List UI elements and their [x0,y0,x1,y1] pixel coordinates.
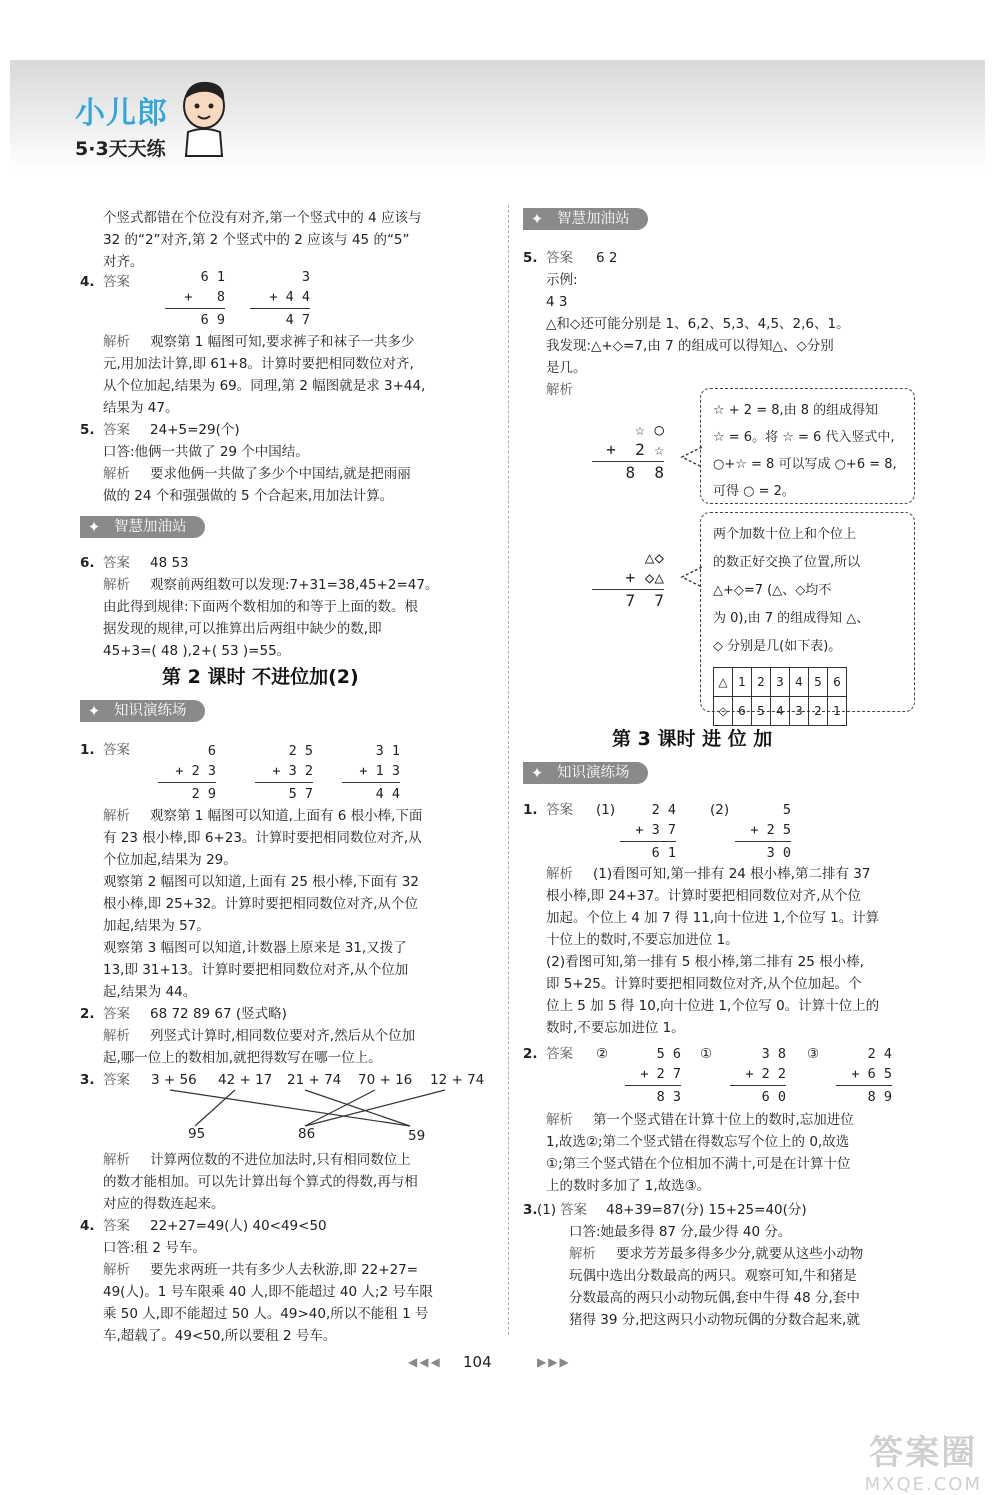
table-cell: 1 [828,697,847,726]
explanation-line: 49(人)。1 号车限乘 40 人,即不能超过 40 人;2 号车限 [103,1284,433,1300]
calc-mid: + 2 5 [750,822,791,838]
explanation-line: 观察第 1 幅图可以知道,上面有 6 根小棒,下面 [150,808,423,824]
hint-line: 的数正好交换了位置,所以 [713,555,861,570]
calc-result: 8 9 [867,1089,892,1105]
calc-result: 8 3 [656,1089,681,1105]
section-banner-knowledge [80,700,205,722]
explanation-line: 对应的得数连起来。 [103,1196,225,1212]
brand-logo [75,88,168,161]
column-divider [508,205,509,1335]
reply-text: 口答:租 2 号车。 [103,1240,206,1256]
explanation-line: 有 23 根小棒,即 6+23。计算时要把相同数位对齐,从 [103,830,422,846]
hint-line: ☆ + 2 = 8,由 8 的组成得知 [713,403,879,418]
hint-line: 为 0),由 7 的组成得知 △、 [713,611,870,626]
example-label: 示例: [546,272,578,288]
section-banner-text: 智慧加油站 [557,211,630,227]
explanation-line: 是几。 [546,360,587,376]
table-cell: 5 [809,668,828,697]
section-banner-wisdom [80,516,205,538]
explanation-line: 个位加起,结果为 29。 [103,852,237,868]
vertical-calc [625,1044,681,1107]
watermark-logo [865,1425,982,1495]
intro-line: 对齐。 [103,254,144,270]
sparkle-icon: ✦ [87,518,101,536]
table-cell: ◇ [714,697,733,726]
table-cell: 3 [771,668,790,697]
question-number: 2. [523,1046,538,1062]
table-cell: 2 [752,668,771,697]
calc-top: 3 8 [761,1046,786,1062]
table-cell: 1 [733,668,752,697]
answer-label: 答案 [560,1202,587,1218]
explanation-label: 解析 [103,1152,130,1168]
sparkle-icon: ✦ [87,702,101,720]
calc-result: 7 7 [625,591,664,610]
calc-result: 8 8 [625,463,664,482]
explanation-line: 起,哪一位上的数相加,就把得数写在哪一位上。 [103,1050,382,1066]
explanation-line: 要先求两班一共有多少人去秋游,即 22+27= [150,1262,419,1278]
answer-text: 68 72 89 67 (竖式略) [150,1006,287,1022]
question-number: 4. [80,274,95,290]
explanation-line: 我发现:△+◇=7,由 7 的组成可以得知△、◇分别 [546,338,834,354]
table-row [714,668,847,697]
table-cell: 4 [790,668,809,697]
answer-label: 答案 [103,742,130,758]
section-banner-text: 知识演练场 [557,765,630,781]
calc-result: 4 7 [285,312,310,328]
vertical-calc [165,267,225,330]
answer-label: 答案 [103,1072,130,1088]
hint-box [700,388,915,504]
calc-top: 2 4 [867,1046,892,1062]
vertical-calc [342,741,400,804]
vertical-calc [620,800,676,863]
prev-page-arrows[interactable]: ◀◀◀ [408,1355,442,1369]
matching-result: 59 [408,1128,426,1144]
watermark-text: 答案圈 [869,1433,978,1473]
section-banner-text: 智慧加油站 [114,519,187,535]
hint-box [700,512,915,718]
table-row [714,697,847,726]
sub-question-tag: (1) [596,802,616,818]
calc-result: 6 0 [761,1089,786,1105]
section-banner-text: 知识演练场 [114,703,187,719]
calc-top: 5 6 [656,1046,681,1062]
sparkle-icon: ✦ [530,764,544,782]
next-page-arrows[interactable]: ▶▶▶ [537,1355,571,1369]
hint-line: ○+☆ = 8 可以写成 ○+6 = 8, [713,457,897,472]
question-number: 5. [80,422,95,438]
explanation-line: 从个位加起,结果为 69。同理,第 2 幅图就是求 3+44, [103,378,426,394]
choice-tag: ② [596,1046,609,1062]
explanation-line: 位上 5 加 5 得 10,向十位进 1,个位写 0。计算十位上的 [546,998,880,1014]
table-cell: 6 [828,668,847,697]
hint-line: △+◇=7 (△、◇均不 [713,583,832,598]
sub-question-tag: (1) [537,1202,557,1218]
explanation-line: ①;第三个竖式错在个位相加不满十,可是在计算十位 [546,1156,851,1172]
question-number: 2. [80,1006,95,1022]
explanation-line: 元,用加法计算,即 61+8。计算时要把相同数位对齐, [103,356,414,372]
series-name: 5·3天天练 [75,138,166,160]
explanation-line: 起,结果为 44。 [103,984,197,1000]
intro-line: 个竖式都错在个位没有对齐,第一个竖式中的 4 应该与 [103,210,422,226]
vertical-calc [158,741,216,804]
explanation-label: 解析 [569,1246,596,1262]
calc-top: 2 5 [288,743,313,759]
explanation-line: 做的 24 个和强强做的 5 个合起来,用加法计算。 [103,488,394,504]
explanation-line: 猪得 39 分,把这两只小动物玩偶的分数合起来,就 [569,1312,860,1328]
explanation-line: 乘 50 人,即不能超过 50 人。49>40,所以不能租 1 号 [103,1306,429,1322]
explanation-line: (2)看图可知,第一排有 5 根小棒,第二排有 25 根小棒, [546,954,864,970]
question-number: 3. [80,1072,95,1088]
answer-label: 答案 [103,555,130,571]
vertical-calc [255,741,313,804]
watermark-url: MXQE.COM [864,1474,982,1495]
explanation-label: 解析 [103,1028,130,1044]
answer-text: 48+39=87(分) 15+25=40(分) [606,1202,807,1218]
explanation-line: 据发现的规律,可以推算出后两组中缺少的数,即 [103,621,382,637]
explanation-line: 要求他俩一共做了多少个中国结,就是把雨丽 [150,466,411,482]
explanation-line: 观察第 2 幅图可以知道,上面有 25 根小棒,下面有 32 [103,874,419,890]
calc-mid: + ◇△ [625,568,664,587]
question-number: 1. [80,742,95,758]
explanation-label: 解析 [546,1112,573,1128]
explanation-line: 上的数时多加了 1,故选③。 [546,1178,711,1194]
lesson-title: 第 3 课时 进 位 加 [612,728,773,750]
calc-result: 4 4 [375,786,400,802]
explanation-line: 的数才能相加。可以先计算出每个算式的得数,再与相 [103,1174,418,1190]
explanation-line: 结果为 47。 [103,400,179,416]
explanation-line: △和◇还可能分别是 1、6,2、5,3、4,5、2,6、1。 [546,316,850,332]
intro-line: 32 的“2”对齐,第 2 个竖式中的 2 应该与 45 的“5” [103,232,410,248]
explanation-line: 车,超载了。49<50,所以要租 2 号车。 [103,1328,337,1344]
calc-mid: + 3 7 [635,822,676,838]
question-number: 5. [523,250,538,266]
explanation-line: 计算两位数的不进位加法时,只有相同数位上 [150,1152,411,1168]
explanation-line: 根小棒,即 25+32。计算时要把相同数位对齐,从个位 [103,896,419,912]
explanation-line: 45+3=( 48 ),2+( 53 )=55。 [103,643,291,659]
explanation-line: 观察第 3 幅图可以知道,计数器上原来是 31,又拨了 [103,940,407,956]
choice-tag: ① [700,1046,713,1062]
example-value: 4 3 [546,294,568,310]
explanation-line: 13,即 31+13。计算时要把相同数位对齐,从个位加 [103,962,409,978]
hint-line: ☆ = 6。将 ☆ = 6 代入竖式中, [713,430,895,445]
explanation-line: (1)看图可知,第一排有 24 根小棒,第二排有 37 [593,866,871,882]
calc-mid: + 6 5 [851,1066,892,1082]
calc-result: 5 7 [288,786,313,802]
explanation-line: 加起。个位上 4 加 7 得 11,向十位进 1,个位写 1。计算 [546,910,880,926]
brand-name: 小儿郎 [75,96,168,131]
calc-mid: + 8 [184,289,225,305]
sparkle-icon: ✦ [530,210,544,228]
lesson-title: 第 2 课时 不进位加(2) [162,666,359,688]
answer-label: 答案 [103,274,130,290]
table-cell: 6 [733,697,752,726]
calc-top: 3 1 [375,743,400,759]
explanation-line: 1,故选②;第二个竖式错在得数忘写个位上的 0,故选 [546,1134,850,1150]
explanation-line: 即 5+25。计算时要把相同数位对齐,从个位加起。个 [546,976,862,992]
explanation-label: 解析 [546,382,573,398]
vertical-calc [735,800,791,863]
answer-label: 答案 [103,422,130,438]
reply-text: 口答:他俩一共做了 29 个中国结。 [103,444,309,460]
vertical-calc [730,1044,786,1107]
calc-mid: + 4 4 [269,289,310,305]
question-number: 1. [523,802,538,818]
question-number: 6. [80,555,95,571]
calc-mid: + 3 2 [272,763,313,779]
explanation-label: 解析 [103,334,130,350]
explanation-line: 玩偶中选出分数最高的两只。观察可知,牛和猪是 [569,1268,857,1284]
table-cell: △ [714,668,733,697]
calc-top: 3 [301,269,310,285]
calc-top: ☆ ○ [635,420,664,439]
explanation-line: 根小棒,即 24+37。计算时要把相同数位对齐,从个位 [546,888,862,904]
table-cell: 4 [771,697,790,726]
answer-label: 答案 [103,1006,130,1022]
explanation-line: 要求芳芳最多得多少分,就要从这些小动物 [616,1246,864,1262]
answer-text: 48 53 [150,555,189,571]
question-number: 4. [80,1218,95,1234]
matching-expression: 70 + 16 [358,1072,413,1088]
vertical-calc-shapes [592,548,664,611]
explanation-label: 解析 [103,466,130,482]
calc-top: 5 [782,802,791,818]
answer-text: 24+5=29(个) [150,422,240,438]
vertical-calc [836,1044,892,1107]
calc-mid: + 2 7 [640,1066,681,1082]
calc-result: 6 9 [200,312,225,328]
choice-tag: ③ [807,1046,820,1062]
matching-result: 95 [188,1126,206,1142]
explanation-line: 列竖式计算时,相同数位要对齐,然后从个位加 [150,1028,416,1044]
calc-mid: + 2 ☆ [606,440,664,459]
vertical-calc-shapes [592,420,664,483]
answer-label: 答案 [103,1218,130,1234]
calc-top: 6 [207,743,216,759]
explanation-line: 第一个竖式错在计算十位上的数时,忘加进位 [593,1112,854,1128]
section-banner-wisdom [523,208,648,230]
calc-mid: + 2 2 [745,1066,786,1082]
explanation-line: 加起,结果为 57。 [103,918,210,934]
answer-label: 答案 [546,1046,573,1062]
calc-mid: + 2 3 [175,763,216,779]
matching-result: 86 [298,1126,316,1142]
explanation-line: 观察前两组数可以发现:7+31=38,45+2=47。 [150,577,439,593]
answer-label: 答案 [546,250,573,266]
explanation-line: 分数最高的两只小动物玩偶,套中牛得 48 分,套中 [569,1290,860,1306]
calc-result: 2 9 [191,786,216,802]
question-number: 3. [523,1202,538,1218]
calc-top: 2 4 [651,802,676,818]
calc-result: 3 0 [766,845,791,861]
table-cell: 3 [790,697,809,726]
explanation-label: 解析 [103,1262,130,1278]
explanation-line: 十位上的数时,不要忘加进位 1。 [546,932,739,948]
sub-question-tag: (2) [710,802,730,818]
matching-expression: 42 + 17 [218,1072,273,1088]
calc-result: 6 1 [651,845,676,861]
table-cell: 5 [752,697,771,726]
hint-line: ◇ 分别是几(如下表)。 [713,639,842,654]
reply-text: 口答:她最多得 87 分,最少得 40 分。 [569,1224,792,1240]
calc-top: △◇ [644,548,664,567]
vertical-calc [250,267,310,330]
explanation-label: 解析 [103,577,130,593]
hint-line: 可得 ○ = 2。 [713,484,795,499]
explanation-label: 解析 [103,808,130,824]
table-cell: 2 [809,697,828,726]
matching-expression: 12 + 74 [430,1072,485,1088]
answer-label: 答案 [546,802,573,818]
page-number: 104 [463,1353,492,1371]
explanation-line: 由此得到规律:下面两个数相加的和等于上面的数。根 [103,599,419,615]
explanation-line: 数时,不要忘加进位 1。 [546,1020,685,1036]
mascot-icon [178,78,230,158]
calc-mid: + 1 3 [359,763,400,779]
calc-top: 6 1 [200,269,225,285]
combination-table [713,667,847,726]
explanation-line: 观察第 1 幅图可知,要求裤子和袜子一共多少 [150,334,415,350]
hint-line: 两个加数十位上和个位上 [713,527,857,542]
section-banner-knowledge [523,762,648,784]
matching-expression: 3 + 56 [151,1072,197,1088]
explanation-label: 解析 [546,866,573,882]
answer-text: 22+27=49(人) 40<49<50 [150,1218,327,1234]
matching-expression: 21 + 74 [287,1072,342,1088]
answer-text: 6 2 [596,250,618,266]
